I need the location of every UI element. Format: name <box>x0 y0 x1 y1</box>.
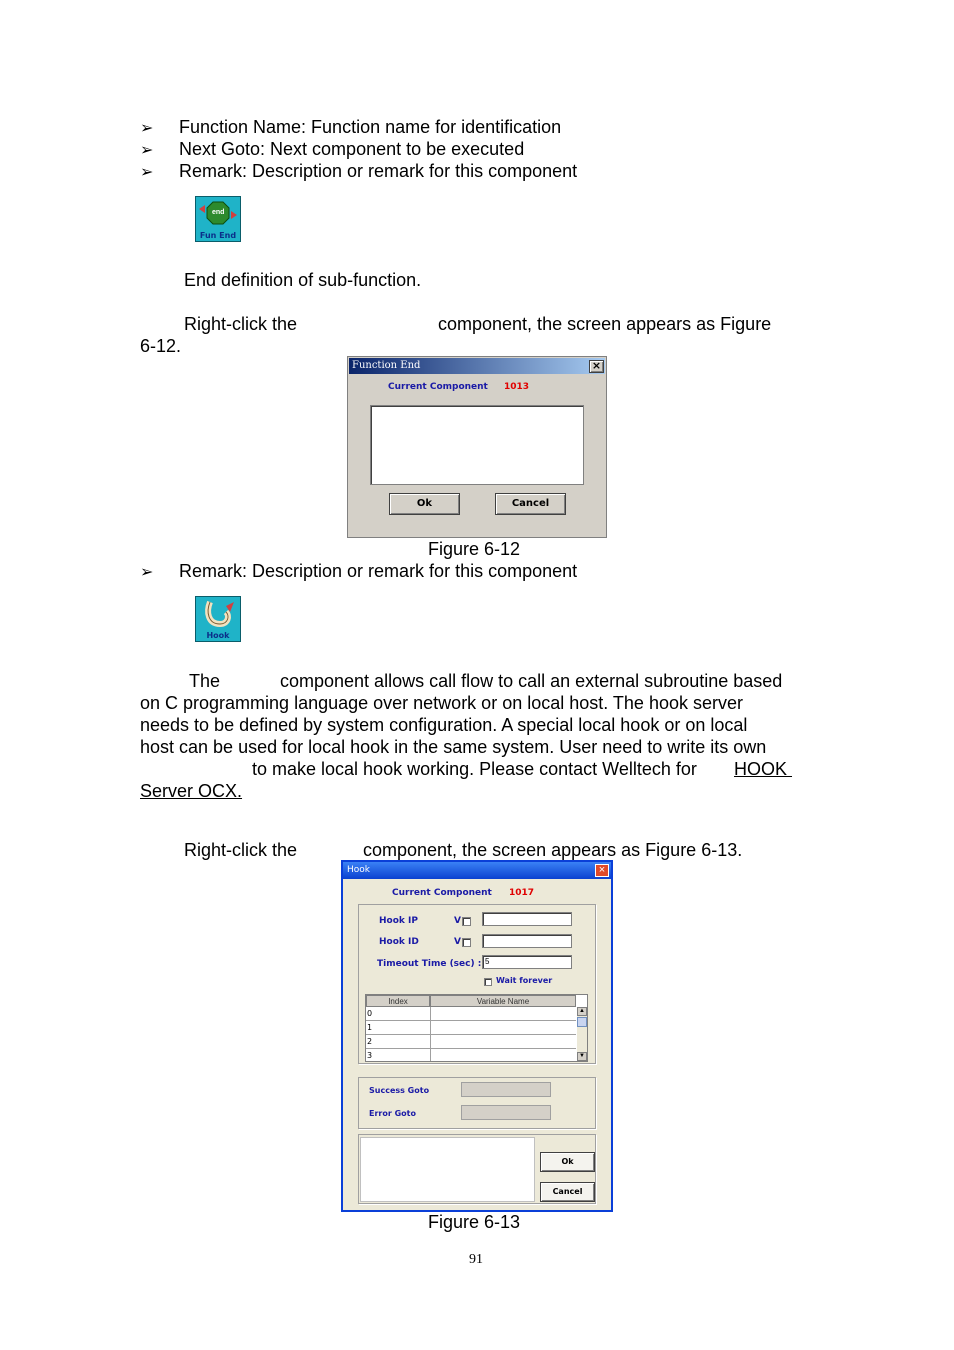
dialog-title: Hook <box>343 862 611 879</box>
cancel-button[interactable]: Cancel <box>495 493 566 515</box>
timeout-label: Timeout Time (sec) : <box>377 959 482 969</box>
current-component-value: 1017 <box>509 888 535 898</box>
close-icon[interactable]: × <box>595 864 609 877</box>
arrow-bullet-icon: ➢ <box>140 564 154 581</box>
arrow-bullet-icon: ➢ <box>140 120 154 137</box>
hook-id-label: Hook ID <box>379 937 419 947</box>
current-component-label: Current Component <box>388 382 488 392</box>
wait-forever-checkbox[interactable] <box>484 978 492 986</box>
scroll-down-icon[interactable]: ▼ <box>577 1052 587 1061</box>
table-row[interactable]: 3 <box>367 1051 373 1060</box>
bullet-remark: ➢ Remark: Description or remark for this component <box>140 161 578 181</box>
success-goto-field[interactable] <box>461 1082 551 1097</box>
table-scrollbar[interactable] <box>577 1007 587 1061</box>
cancel-button[interactable]: Cancel <box>540 1182 595 1202</box>
hook-right-click-pre: Right-click the <box>184 840 298 860</box>
close-icon[interactable]: × <box>589 360 604 373</box>
error-goto-label: Error Goto <box>369 1109 416 1118</box>
hook-icon: Hook <box>195 596 241 642</box>
table-body <box>366 1007 576 1061</box>
ok-button[interactable]: Ok <box>540 1152 595 1172</box>
hook-server-ocx-link-cont[interactable]: Server OCX. <box>140 781 243 801</box>
current-component-label: Current Component <box>392 888 492 898</box>
remark-textarea[interactable] <box>370 405 584 485</box>
scroll-thumb[interactable] <box>577 1017 587 1027</box>
hook-id-input[interactable] <box>482 934 572 948</box>
funend-right-click-pre: Right-click the <box>184 314 298 334</box>
dialog-title: Function End <box>349 358 605 374</box>
scroll-up-icon[interactable]: ▲ <box>577 1007 587 1016</box>
variable-table[interactable] <box>365 994 588 1062</box>
table-row[interactable]: 1 <box>367 1023 373 1032</box>
hook-server-ocx-link[interactable]: HOOK <box>734 759 793 779</box>
bullet-remark-2: ➢ Remark: Description or remark for this component <box>140 561 578 581</box>
timeout-input[interactable]: 5 <box>482 955 572 969</box>
bullet-function-name: ➢ Function Name: Function name for identification <box>140 117 562 137</box>
fun-end-icon: end Fun End <box>195 196 241 242</box>
table-row[interactable]: 2 <box>367 1037 373 1046</box>
hook-id-checkbox[interactable] <box>462 938 471 947</box>
wait-forever-label: Wait forever <box>496 976 553 985</box>
function-end-dialog <box>347 356 607 538</box>
hook-ip-checkbox[interactable] <box>462 917 471 926</box>
funend-description: End definition of sub-function. <box>184 270 422 290</box>
ok-button[interactable]: Ok <box>389 493 460 515</box>
figure-caption-6-13: Figure 6-13 <box>428 1212 521 1232</box>
page-number: 91 <box>469 1252 483 1267</box>
hook-right-click-post: component, the screen appears as Figure 6-13. <box>363 840 743 860</box>
hook-dialog: Hook × Current Component 1017 Hook IP V Hook ID V Timeout Time (sec) : 5 Wait forever Index Variable Name 0 1 2 3 ▲ ▼ Success Goto Error Goto Ok Cancel <box>341 860 613 1212</box>
funend-right-click-cont: 6-12. <box>140 336 182 356</box>
arrow-bullet-icon: ➢ <box>140 142 154 159</box>
col-variable-name-header[interactable]: Variable Name <box>430 995 576 1007</box>
hook-ip-input[interactable] <box>482 912 572 926</box>
error-goto-field[interactable] <box>461 1105 551 1120</box>
table-row[interactable]: 0 <box>367 1009 373 1018</box>
col-index-header[interactable]: Index <box>366 995 430 1007</box>
figure-caption-6-12: Figure 6-12 <box>428 539 521 559</box>
current-component-value: 1013 <box>504 382 530 392</box>
remark-textarea[interactable] <box>360 1137 535 1202</box>
success-goto-label: Success Goto <box>369 1086 430 1095</box>
hook-ip-label: Hook IP <box>379 916 418 926</box>
bullet-next-goto: ➢ Next Goto: Next component to be executed <box>140 139 525 159</box>
arrow-bullet-icon: ➢ <box>140 164 154 181</box>
funend-right-click-post: component, the screen appears as Figure <box>438 314 772 334</box>
